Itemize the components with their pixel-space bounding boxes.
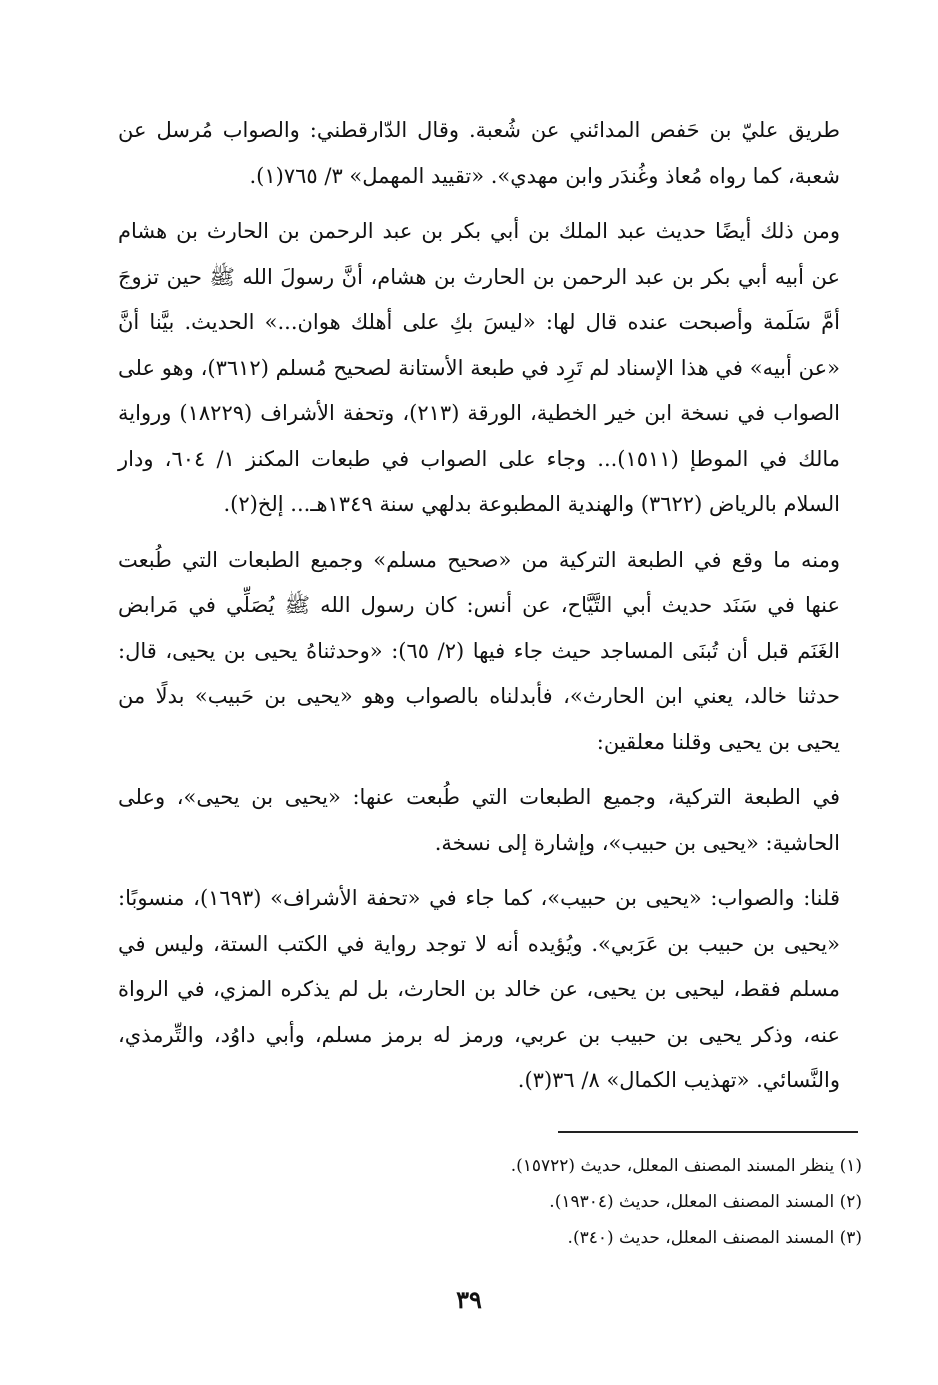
paragraph-5: قلنا: والصواب: «يحيى بن حبيب»، كما جاء في «تحفة الأشراف» (١٦٩٣)، منسوبًا: «يحيى بن حبيب بن عَرَبي». ويُؤيده أنه لا توجد رواية في الكتب الستة، وليس في مسلم فقط، ليحيى بن يحيى، عن خالد بن الحارث، بل لم يذكره المزي، في الرواة عنه، وذكر يحيى بن حبيب بن عربي، ورمز له برمز مسلم، وأبي داوُد، والتِّرمذي، والنَّسائي. «تهذيب الكمال» ٨/ ٣٦(٣). [118,886,840,1092]
footnotes [400,1148,862,1256]
paragraph-1: طريق عليّ بن حَفص المدائني عن شُعبة. وقال الدّارقطني: والصواب مُرسل عن شعبة، كما رواه مُعاذ وغُندَر وابن مهدي». «تقييد المهمل» ٣/ ٧٦٥(١). [118,118,840,188]
main-text [118,108,840,1114]
footnote-1: (١) ينظر المسند المصنف المعلل، حديث (١٥٧٢٢). [510,1156,862,1176]
paragraph-4: في الطبعة التركية، وجميع الطبعات التي طُبعت عنها: «يحيى بن يحيى»، وعلى الحاشية: «يحيى بن حبيب»، وإشارة إلى نسخة. [118,785,840,855]
footnote-3: (٣) المسند المصنف المعلل، حديث (٣٤٠). [567,1228,862,1248]
paragraph-2: ومن ذلك أيضًا حديث عبد الملك بن أبي بكر بن عبد الرحمن بن الحارث بن هشام عن أبيه أبي بكر بن عبد الرحمن بن الحارث بن هشام، أنَّ رسولَ الله ﷺ حين تزوجَ أمَّ سَلَمة وأصبحت عنده قال لها: «ليسَ بكِ على أهلك هوان...» الحديث. بيَّنا أنَّ «عن أبيه» في هذا الإسناد لم تَرِد في طبعة الأستانة لصحيح مُسلم (٣٦١٢)، وهو على الصواب في نسخة ابن خير الخطية، الورقة (٢١٣)، وتحفة الأشراف (١٨٢٢٩) ورواية مالك في الموطإ (١٥١١)... وجاء على الصواب في طبعات المكنز ١/ ٦٠٤، ودار السلام بالرياض (٣٦٢٢) والهندية المطبوعة بدلهي سنة ١٣٤٩هـ... إلخ(٢). [118,219,841,516]
footnote-separator [558,1131,858,1133]
paragraph-3: ومنه ما وقع في الطبعة التركية من «صحيح مسلم» وجميع الطبعات التي طُبعت عنها في سَنَد حديث أبي التَّيَّاح، عن أنس: كان رسول الله ﷺ يُصَلِّي في مَرابض الغَنَم قبل أن تُبنَى المساجد حيث جاء فيها (٢/ ٦٥): «وحدثناهُ يحيى بن يحيى، قال: حدثنا خالد، يعني ابن الحارث»، فأبدلناه بالصواب وهو «يحيى بن حَبيب» بدلًا من يحيى بن يحيى وقلنا معلقين: [118,547,840,754]
footnote-2: (٢) المسند المصنف المعلل، حديث (١٩٣٠٤). [549,1192,862,1212]
page-number: ٣٩ [456,1285,482,1314]
